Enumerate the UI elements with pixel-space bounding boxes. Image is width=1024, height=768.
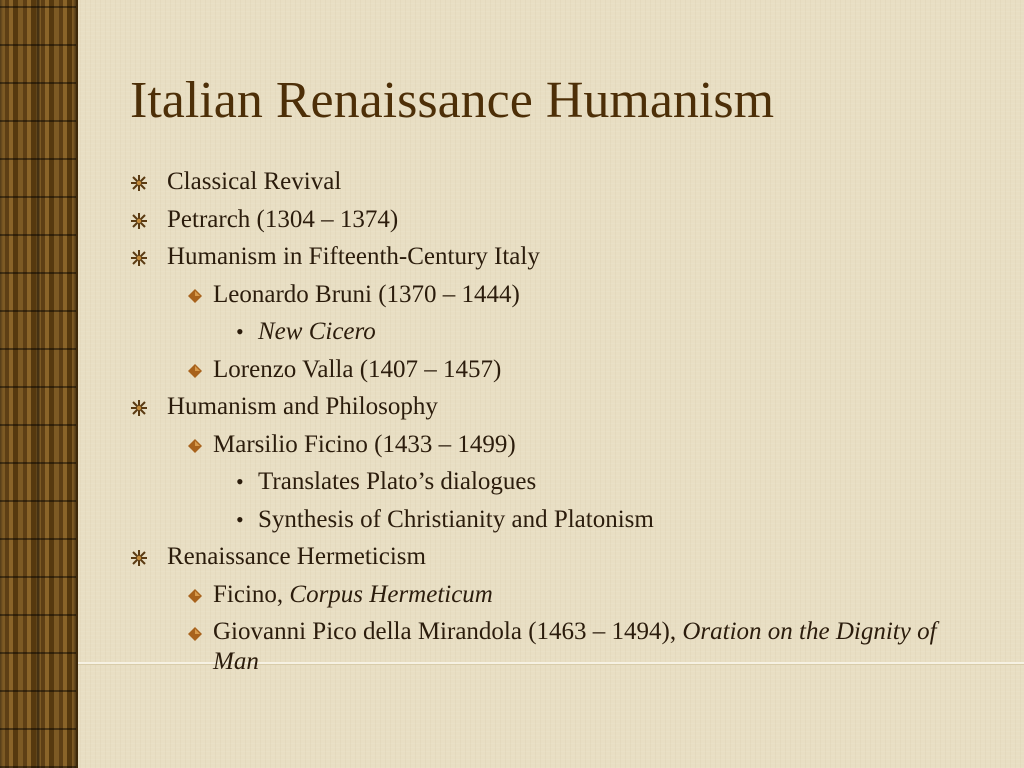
bullet-dot: •	[236, 319, 244, 344]
list-item-label	[213, 579, 493, 610]
italic-text: Oration on the Dignity of Man	[213, 618, 937, 675]
list-item-label	[213, 617, 953, 677]
diamond-icon	[188, 364, 202, 378]
list-item-label: Marsilio Ficino (1433 – 1499)	[213, 431, 516, 458]
list-item-text: Giovanni Pico della Mirandola (1463 – 1494),	[213, 618, 683, 645]
list-item-label: Lorenzo Valla (1407 – 1457)	[213, 356, 502, 383]
diamond-icon	[188, 439, 202, 453]
slide-title: Italian Renaissance Humanism	[130, 72, 775, 129]
diamond-icon	[188, 589, 202, 603]
diamond-icon	[188, 289, 202, 303]
list-item-label: Humanism and Philosophy	[167, 393, 438, 420]
star-icon	[130, 174, 148, 192]
star-icon	[130, 399, 148, 417]
italic-text: New Cicero	[258, 318, 376, 345]
diamond-icon	[188, 627, 202, 641]
list-item-label: Synthesis of Christianity and Platonism	[258, 506, 654, 533]
list-item-text: Ficino,	[213, 581, 290, 608]
list-item-label: Translates Plato’s dialogues	[258, 468, 537, 495]
bullet-dot: •	[236, 507, 244, 532]
star-icon	[130, 249, 148, 267]
list-item-label: Leonardo Bruni (1370 – 1444)	[213, 281, 520, 308]
bullet-dot: •	[236, 469, 244, 494]
star-icon	[130, 549, 148, 567]
star-icon	[130, 212, 148, 230]
decorative-wood-strip	[0, 0, 78, 768]
list-item-label: Classical Revival	[167, 168, 342, 195]
list-item-label: Humanism in Fifteenth-Century Italy	[167, 243, 540, 270]
italic-text: Corpus Hermeticum	[289, 581, 493, 608]
list-item-label: Renaissance Hermeticism	[167, 543, 426, 570]
list-item-label: Petrarch (1304 – 1374)	[167, 206, 399, 233]
list-item-label	[258, 316, 376, 347]
